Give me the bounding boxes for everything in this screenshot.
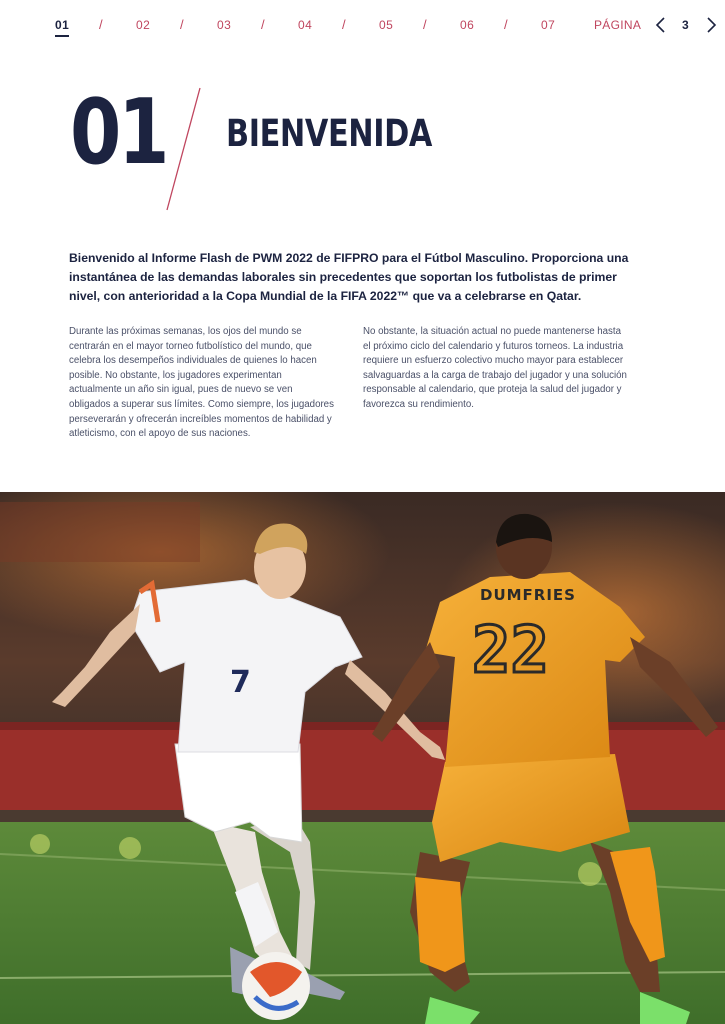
pagina-label: PÁGINA [594, 18, 642, 32]
nav-item-06[interactable]: 06 [460, 18, 475, 32]
nav-active-indicator [55, 35, 69, 37]
nav-separator: / [342, 17, 346, 32]
section-title: BIENVENIDA [226, 112, 432, 155]
current-page-number: 3 [682, 18, 689, 32]
nav-separator: / [504, 17, 508, 32]
match-photo [0, 492, 725, 1024]
nav-item-03[interactable]: 03 [217, 18, 232, 32]
nav-separator: / [261, 17, 265, 32]
nav-separator: / [99, 17, 103, 32]
intro-paragraph: Bienvenido al Informe Flash de PWM 2022 de FIFPRO para el Fútbol Masculino. Proporciona una instantánea de las demandas laborales sin precedentes que soportan los futbolistas de primer nivel, con anterioridad a la Copa Mundial de la FIFA 2022™ que va a celebrarse en Qatar. [69, 251, 629, 303]
nav-separator: / [180, 17, 184, 32]
left-jersey-number: 7 [230, 665, 251, 700]
body-column-left: Durante las próximas semanas, los ojos del mundo se centrarán en el mayor torneo futbolístico del mundo, que celebra los desempeños individuales de quienes lo hacen posible. No obstante, los jugadores experimentan actualmente un año sin igual, pues de nuevo se ven obligados a superar sus límites. Como siempre, los jugadores perseverarán y ofrecerán increíbles momentos de habilidad y atleticismo, con el apoyo de sus naciones. [69, 326, 334, 440]
right-jersey-number: 22 [472, 614, 550, 688]
nav-item-01[interactable]: 01 [55, 18, 70, 32]
top-navigation [0, 0, 725, 50]
nav-item-04[interactable]: 04 [298, 18, 313, 32]
chevron-right-icon[interactable] [703, 15, 719, 35]
nav-item-05[interactable]: 05 [379, 18, 394, 32]
right-jersey-name: DUMFRIES [480, 586, 576, 604]
football [242, 952, 310, 1020]
nav-separator: / [423, 17, 427, 32]
chevron-left-icon[interactable] [653, 15, 669, 35]
title-slash-divider [160, 86, 204, 212]
nav-item-07[interactable]: 07 [541, 18, 556, 32]
nav-item-02[interactable]: 02 [136, 18, 151, 32]
section-number: 01 [70, 80, 167, 185]
football-match-illustration [0, 492, 725, 1024]
body-column-right: No obstante, la situación actual no puede mantenerse hasta el próximo ciclo del calendario y futuros torneos. La industria requiere un esfuerzo colectivo mucho mayor para establecer salvaguardas a la carga de trabajo del jugador y una solución responsable al calendario, que proteja la salud del jugador y favorezca su rendimiento. [363, 326, 627, 410]
